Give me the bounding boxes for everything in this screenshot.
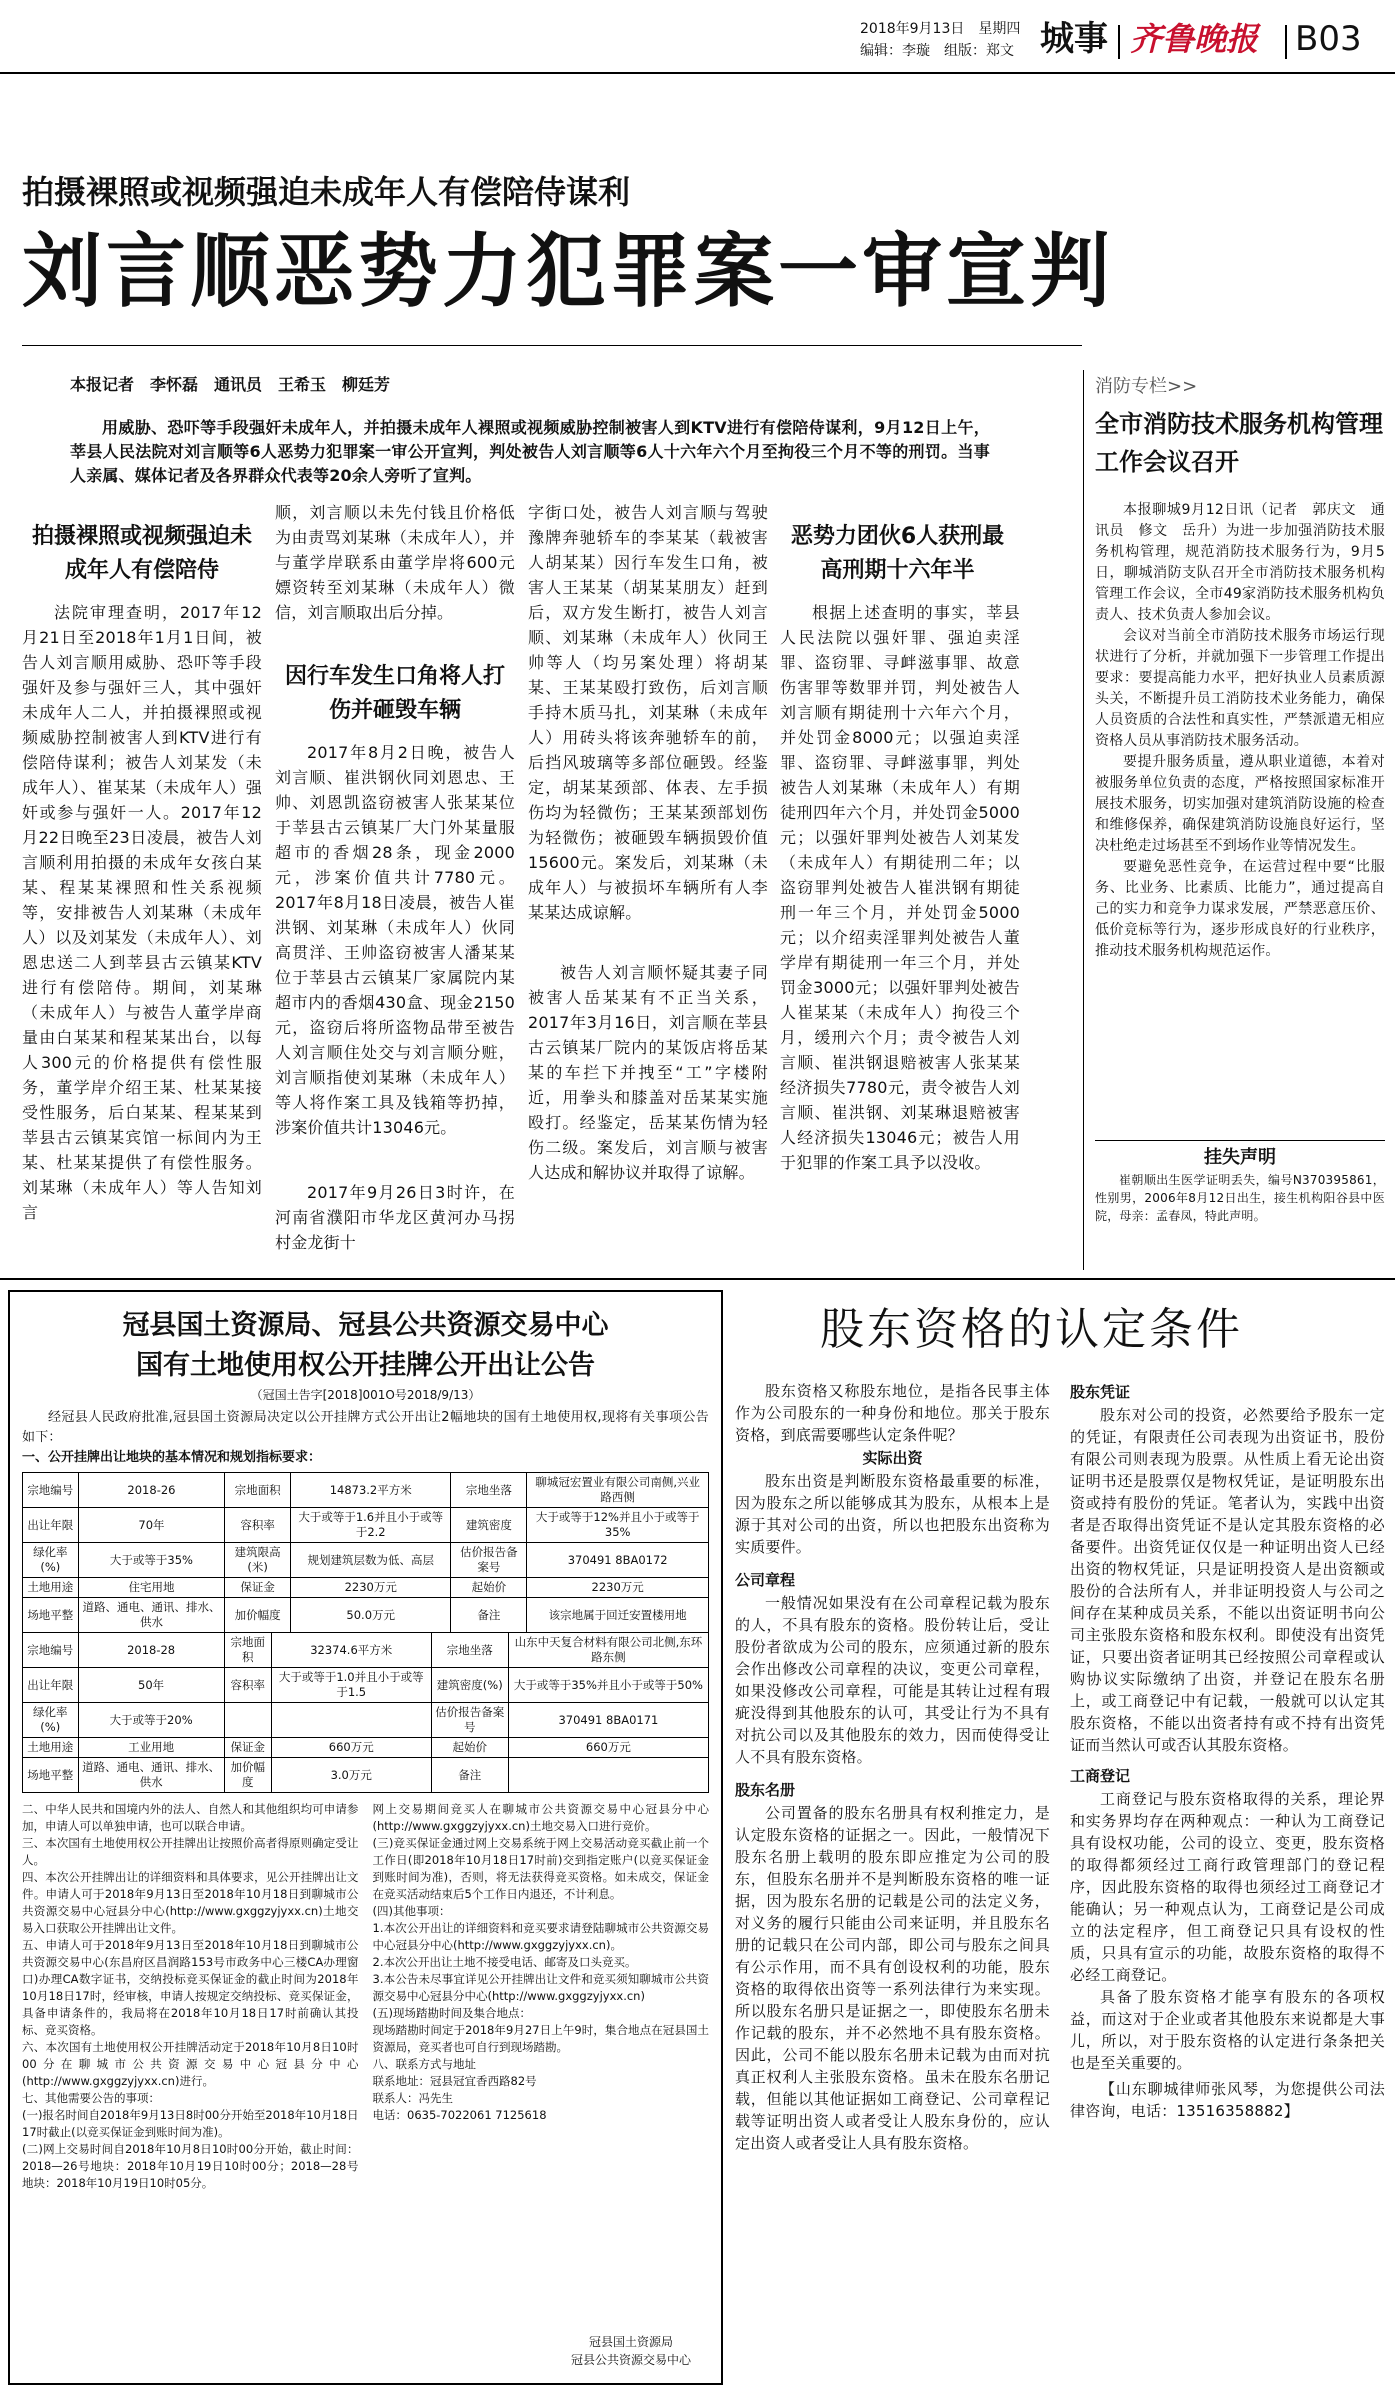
- table-cell: 宗地坐落: [431, 1633, 508, 1668]
- byline: 本报记者 李怀磊 通讯员 王希玉 柳廷芳: [70, 375, 391, 394]
- land-signature: [571, 2333, 691, 2369]
- fire-p3: 要提升服务质量，遵从职业道德，本着对被服务单位负责的态度，严格按照国家标准开展技术服务，切实加强对建筑消防设施的检查和维修保养，确保建筑消防设施良好运行，坚决杜绝走过场甚至不到场作业等情况发生。: [1095, 754, 1385, 854]
- law-p5: 工商登记与股东资格取得的关系，理论界和实务界均存在两种观点：一种认为工商登记具有设权功能，公司的设立、变更，股东资格的取得都须经过工商行政管理部门的登记程序，因此股东资格的取得也须经过工商登记才能确认；另一种观点认为，工商登记是公司成立的法定程序，但工商登记只具有设权的性质，只具有宣示的功能，故股东资格的取得不必经工商登记。: [1070, 1790, 1385, 1984]
- col2-text-a: 顺，刘言顺以未先付钱且价格低为由责骂刘某琳（未成年人），并与董学岸联系由董学岸将600元嫖资转至刘某琳（未成年人）微信，刘言顺取出后分掉。: [275, 503, 515, 622]
- table-cell: 宗地编号: [23, 1473, 79, 1508]
- table-cell: 大于或等于20%: [78, 1703, 224, 1738]
- table-row: [23, 1633, 709, 1668]
- table-cell: [271, 1703, 431, 1738]
- table-cell: 保证金: [224, 1738, 271, 1758]
- table-row: [23, 1543, 709, 1578]
- land-body-columns: [22, 1801, 709, 2192]
- law-p6: 具备了股东资格才能享有股东的各项权益，而这对于企业或者其他股东来说都是大事儿，所以，对于股东资格的认定进行条条把关也是至关重要的。: [1070, 1988, 1385, 2072]
- table-cell: 土地用途: [23, 1738, 79, 1758]
- table-cell: 70年: [78, 1508, 225, 1543]
- table-cell: 起始价: [451, 1578, 527, 1598]
- table-cell: 2230万元: [291, 1578, 451, 1598]
- table-cell: 宗地坐落: [451, 1473, 527, 1508]
- table-cell: 山东中天复合材料有限公司北侧,东环路东侧: [508, 1633, 708, 1668]
- table-cell: 50.0万元: [291, 1598, 451, 1633]
- masthead: [0, 0, 1395, 70]
- table-cell: 3.0万元: [271, 1758, 431, 1793]
- table-cell: 容积率: [224, 1668, 271, 1703]
- law-h3: 股东名册: [735, 1781, 796, 1799]
- table-cell: 大于或等于35%: [78, 1543, 225, 1578]
- table-cell: 宗地面积: [224, 1633, 271, 1668]
- table-cell: 聊城冠宏置业有限公司南侧,兴业路西侧: [527, 1473, 709, 1508]
- table-cell: 保证金: [225, 1578, 291, 1598]
- table-cell: 大于或等于12%并且小于或等于35%: [527, 1508, 709, 1543]
- table-cell: 14873.2平方米: [291, 1473, 451, 1508]
- fire-p1: 本报聊城9月12日讯（记者 郭庆文 通讯员 修文 岳升）为进一步加强消防技术服务机构管理，规范消防技术服务行为，9月5日，聊城消防支队召开全市消防技术服务机构管理工作会议，全市49家消防技术服务机构负责人、技术负责人参加会议。: [1095, 502, 1385, 623]
- table-cell: 加价幅度: [224, 1758, 271, 1793]
- table-cell: 建筑密度: [451, 1508, 527, 1543]
- land-left-col: 二、中华人民共和国境内外的法人、自然人和其他组织均可申请参加，申请人可以单独申请，也可以联合申请。 三、本次国有土地使用权公开挂牌出让按照价高者得原则确定受让人。 四、本次公开挂牌出让的详细资料和具体要求，见公开挂牌出让文件。申请人可于2018年9月13日至2018年10月18日到聊城市公共资源交易中心冠县分中心(http://www.gxggzyjyxx.cn)土地交易入口获取公开挂牌出让文件。 五、申请人可于2018年9月13日至2018年10月18日到聊城市公共资源交易中心(东昌府区昌润路153号市政务中心三楼CA办理窗口)办理CA数字证书，交纳投标竞买保证金的截止时间为2018年10月18日17时，经审核，申请人按规定交纳投标、竞买保证金，具备申请条件的，我局将在2018年10月18日17时前确认其投标、竞买资格。 六、本次国有土地使用权公开挂牌活动定于2018年10月8日10时00分在聊城市公共资源交易中心冠县分中心(http://www.gxggzyjyxx.cn)进行。 七、其他需要公告的事项： (一)报名时间自2018年9月13日8时00分开始至2018年10月18日17时截止(以竞买保证金到账时间为准)。 (二)网上交易时间自2018年10月8日10时00分开始，截止时间：2018—26号地块：2018年10月19日10时00分；2018—28号地块：2018年10月19日10时05分。: [22, 1802, 359, 2190]
- land-intro: 经冠县人民政府批准,冠县国土资源局决定以公开挂牌方式公开出让2幅地块的国有土地使用权,现将有关事项公告如下：: [22, 1410, 709, 1445]
- subhead-2: 因行车发生口角将人打伤并砸毁车辆: [284, 664, 505, 723]
- table-cell: 2018-28: [78, 1633, 224, 1668]
- table-cell: 工业用地: [78, 1738, 224, 1758]
- masthead-rule: [0, 72, 1395, 74]
- table-cell: 出让年限: [23, 1508, 79, 1543]
- table-cell: 宗地面积: [225, 1473, 291, 1508]
- law-h5: 工商登记: [1070, 1767, 1131, 1785]
- land-table-1: [22, 1472, 709, 1793]
- law-col-left: [735, 1380, 1050, 2154]
- table-cell: 建筑限高(米): [225, 1543, 291, 1578]
- section-rule: [0, 1278, 1395, 1280]
- fire-title: 全市消防技术服务机构管理工作会议召开: [1095, 410, 1383, 476]
- headline-rule: [22, 345, 1082, 346]
- table-row: [23, 1703, 709, 1738]
- table-row: [23, 1738, 709, 1758]
- lost-notice: [1095, 1140, 1385, 1225]
- land-title-1: 冠县国土资源局、冠县公共资源交易中心: [122, 1310, 609, 1341]
- law-p3: 公司置备的股东名册具有权利推定力，是认定股东资格的证据之一。因此，一般情况下股东名册上载明的股东即应推定为公司的股东，但股东名册并不是判断股东资格的唯一证据，因为股东名册的记载是公司的法定义务，对义务的履行只能由公司来证明，并且股东名册的记载只在公司内部，即公司与股东之间具有公示作用，而不具有创设权利的功能，股东资格的取得依出资等一系列法律行为来实现。所以股东名册只是证据之一，即使股东名册未作记载的股东，并不必然地不具有股东资格。因此，公司不能以股东名册未记载为由而对抗真正权利人主张股东资格。虽未在股东名册记载，但能以其他证据如工商登记、公司章程记载等证明出资人或者受让人股东身份的，应认定出资人或者受让人具有股东资格。: [735, 1804, 1050, 2152]
- table-cell: 加价幅度: [225, 1598, 291, 1633]
- table-cell: 大于或等于1.6并且小于或等于2.2: [291, 1508, 451, 1543]
- table-cell: 备注: [431, 1758, 508, 1793]
- law-intro: 股东资格又称股东地位，是指各民事主体作为公司股东的一种身份和地位。那关于股东资格，到底需要哪些认定条件呢？: [735, 1382, 1050, 1444]
- table-row: [23, 1668, 709, 1703]
- law-title: 股东资格的认定条件: [820, 1304, 1243, 1355]
- table-cell: 出让年限: [23, 1668, 79, 1703]
- table-cell: 绿化率(%): [23, 1703, 79, 1738]
- issue-editors: 编辑：李璇 组版：郑文: [860, 43, 1014, 59]
- land-sec1: 一、公开挂牌出让地块的基本情况和规划指标要求：: [22, 1450, 322, 1465]
- table-cell: 建筑密度(%): [431, 1668, 508, 1703]
- table-row: [23, 1598, 709, 1633]
- table-row: [23, 1473, 709, 1508]
- table-cell: 道路、通电、通讯、排水、供水: [78, 1758, 224, 1793]
- fire-p4: 要避免恶性竞争，在运营过程中要“比服务、比业务、比素质、比能力”，通过提高自己的实力和竞争力谋求发展，严禁恶意压价、低价竞标等行为，逐步形成良好的行业秩序，推动技术服务机构规范运作。: [1095, 859, 1385, 959]
- subhead-1: 拍摄裸照或视频强迫未成年人有偿陪侍: [31, 524, 252, 583]
- law-p1: 股东出资是判断股东资格最重要的标准，因为股东之所以能够成其为股东，从根本上是源于其对公司的出资，所以也把股东出资称为实质要件。: [735, 1472, 1050, 1556]
- table-cell: 场地平整: [23, 1758, 79, 1793]
- table-row: [23, 1758, 709, 1793]
- lost-notice-title: 挂失声明: [1204, 1147, 1276, 1168]
- table-cell: 50年: [78, 1668, 224, 1703]
- issue-date: 2018年9月13日 星期四: [860, 21, 1021, 37]
- land-title-2: 国有土地使用权公开挂牌公开出让公告: [136, 1350, 595, 1381]
- fire-tag: 消防专栏>>: [1095, 376, 1198, 397]
- table-cell: 660万元: [271, 1738, 431, 1758]
- table-cell: 容积率: [225, 1508, 291, 1543]
- lost-notice-body: 崔朝顺出生医学证明丢失，编号N370395861，性别男，2006年8月12日出生，接生机构阳谷县中医院，母亲：孟春凤，特此声明。: [1095, 1173, 1385, 1223]
- law-p4: 股东对公司的投资，必然要给予股东一定的凭证，有限责任公司表现为出资证书，股份有限公司则表现为股票。从性质上看无论出资证明书还是股票仅是物权凭证，是证明股东出资或持有股份的凭证。笔者认为，实践中出资者是否取得出资凭证不是认定其股东资格的必备要件。出资凭证仅仅是一种证明出资人已经出资的物权凭证，只是证明投资人是出资额或股份的合法所有人，并非证明投资人与公司之间存在某种成员关系，不能以出资证明书向公司主张股东资格和股东权利。即使没有出资凭证，只要出资者证明其已经按照公司章程或认购协议实际缴纳了出资，并登记在股东名册上，或工商登记中有记载，一般就可以认定其股东资格，不能以出资者持有或不持有出资凭证而当然认可或否认其股东资格。: [1070, 1406, 1385, 1754]
- law-footer: 【山东聊城律师张风琴，为您提供公司法律咨询，电话：13516358882】: [1070, 2080, 1385, 2120]
- col3-text-b: 被告人刘言顺怀疑其妻子同被害人岳某某有不正当关系，2017年3月16日，刘言顺在莘县古云镇某厂院内的某饭店将岳某某的车拦下并拽至“工”字楼附近，用拳头和膝盖对岳某某实施殴打。经鉴定，岳某某伤情为轻伤二级。案发后，刘言顺与被害人达成和解协议并取得了谅解。: [528, 963, 768, 1182]
- table-cell: 道路、通电、通讯、排水、供水: [78, 1598, 225, 1633]
- table-cell: 住宅用地: [78, 1578, 225, 1598]
- column-divider: [1083, 370, 1084, 1270]
- main-kicker: 拍摄裸照或视频强迫未成年人有偿陪侍谋利: [22, 173, 631, 211]
- table-cell: 2230万元: [527, 1578, 709, 1598]
- section-name: 城事: [1040, 19, 1108, 59]
- lead-paragraph: 用威胁、恐吓等手段强奸未成年人，并拍摄未成年人裸照或视频威胁控制被害人到KTV进行有偿陪侍谋利，9月12日上午，莘县人民法院对刘言顺等6人恶势力犯罪案一审公开宣判，判处被告人刘言顺等6人十六年六个月至拘役三个月不等的刑罚。当事人亲属、媒体记者及各界群众代表等20余人旁听了宣判。: [70, 418, 990, 485]
- table-cell: 规划建筑层数为低、高层: [291, 1543, 451, 1578]
- divider-bar: [1118, 25, 1120, 59]
- subhead-3: 恶势力团伙6人获刑最高刑期十六年半: [790, 524, 1005, 583]
- table-cell: 大于或等于35%并且小于或等于50%: [508, 1668, 708, 1703]
- fire-p2: 会议对当前全市消防技术服务市场运行现状进行了分析，并就加强下一步管理工作提出要求：要提高能力水平，把好执业人员素质源头关，不断提升员工消防技术业务能力，确保人员资质的合法性和真实性，严禁派遣无相应资格人员从事消防技术服务活动。: [1095, 628, 1385, 749]
- table-cell: [508, 1758, 708, 1793]
- table-cell: 大于或等于1.0并且小于或等于1.5: [271, 1668, 431, 1703]
- table-cell: 估价报告备案号: [431, 1703, 508, 1738]
- table-cell: 宗地编号: [23, 1633, 79, 1668]
- table-cell: 32374.6平方米: [271, 1633, 431, 1668]
- law-col-right: [1070, 1380, 1385, 2122]
- page-number: B03: [1295, 19, 1362, 59]
- col4-text: 根据上述查明的事实，莘县人民法院以强奸罪、强迫卖淫罪、盗窃罪、寻衅滋事罪、故意伤害罪等数罪并罚，判处被告人刘言顺有期徒刑十六年六个月，并处罚金8000元；以强迫卖淫罪、盗窃罪、寻衅滋事罪，判处被告人刘某琳（未成年人）有期徒刑四年六个月，并处罚金5000元；以强奸罪判处被告人刘某发（未成年人）有期徒刑二年；以盗窃罪判处被告人崔洪钢有期徒刑一年三个月，并处罚金5000元；以介绍卖淫罪判处被告人董学岸有期徒刑一年三个月，并处罚金3000元；以强奸罪判处被告人崔某某（未成年人）拘役三个月，缓刑六个月；责令被告人刘言顺、崔洪钢退赔被害人张某某经济损失7780元，责令被告人刘言顺、崔洪钢、刘某琳退赔被害人经济损失13046元；被告人用于犯罪的作案工具予以没收。: [780, 603, 1020, 1172]
- table-cell: [224, 1703, 271, 1738]
- land-right-col: 网上交易期间竞买人在聊城市公共资源交易中心冠县分中心(http://www.gxggzyjyxx.cn)土地交易入口进行竞价。 (三)竞买保证金通过网上交易系统于网上交易活动竞买截止前一个工作日(即2018年10月18日17时前)交到指定账户(以竞买保证金到账时间为准)，否则，将无法获得竞买资格。如未成交，保证金在竞买活动结束后5个工作日内退还，不计利息。 (四)其他事项： 1.本次公开出让的详细资料和竞买要求请登陆聊城市公共资源交易中心冠县分中心(http://www.gxggzyjyxx.cn)。 2.本次公开出让土地不接受电话、邮寄及口头竞买。 3.本公告未尽事宜详见公开挂牌出让文件和竞买须知聊城市公共资源交易中心冠县分中心(http://www.gxggzyjyxx.cn) (五)现场踏勘时间及集合地点： 现场踏勘时间定于2018年9月27日上午9时，集合地点在冠县国土资源局，竞买者也可自行到现场踏勘。 八、联系方式与地址 联系地址：冠县冠宜香西路82号 联系人：冯先生 电话：0635-7022061 7125618: [372, 1802, 709, 2122]
- table-cell: 估价报告备案号: [451, 1543, 527, 1578]
- col2-text-c: 2017年9月26日3时许，在河南省濮阳市华龙区黄河办马拐村金龙街十: [275, 1183, 515, 1252]
- sign-center: 冠县公共资源交易中心: [570, 2353, 691, 2367]
- table-cell: 660万元: [508, 1738, 708, 1758]
- main-title: 刘言顺恶势力犯罪案一审宣判: [22, 225, 1114, 318]
- table-row: [23, 1508, 709, 1543]
- col2-text-b: 2017年8月2日晚，被告人刘言顺、崔洪钢伙同刘恩忠、王帅、刘恩凯盗窃被害人张某某位于莘县古云镇某厂大门外某量服超市的香烟28条，现金2000元，涉案价值共计7780元。2017年8月18日凌晨，被告人崔洪钢、刘某琳（未成年人）伙同高贯洋、王帅盗窃被害人潘某某位于莘县古云镇某厂家属院内某超市内的香烟430盒、现金2150元，盗窃后将所盗物品带至被告人刘言顺住处交与刘言顺分赃，刘言顺指使刘某琳（未成年人）等人将作案工具及钱箱等扔掉，涉案价值共计13046元。: [275, 743, 515, 1137]
- divider-bar: [1285, 25, 1287, 59]
- sign-bureau: 冠县国土资源局: [588, 2335, 673, 2349]
- col1-text: 法院审理查明，2017年12月21日至2018年1月1日间，被告人刘言顺用威胁、恐吓等手段强奸及参与强奸三人，其中强奸未成年人二人，并拍摄裸照或视频威胁控制被害人到KTV进行有偿陪侍谋利；被告人刘某发（未成年人）、崔某某（未成年人）强奸或参与强奸一人。2017年12月22日晚至23日凌晨，被告人刘言顺利用拍摄的未成年女孩白某某、程某某裸照和性关系视频等，安排被告人刘某琳（未成年人）以及刘某发（未成年人）、刘恩忠送二人到莘县古云镇某KTV进行有偿陪侍。期间，刘某琳（未成年人）与被告人董学岸商量由白某某和程某某出台，以每人300元的价格提供有偿性服务，董学岸介绍王某、杜某某接受性服务，后白某某、程某某到莘县古云镇某宾馆一标间内为王某、杜某某提供了有偿性服务。刘某琳（未成年人）等人告知刘言: [22, 603, 262, 1222]
- table-cell: 土地用途: [23, 1578, 79, 1598]
- newspaper-logo: 齐鲁晚报: [1130, 20, 1259, 58]
- table-cell: 该宗地属于回迁安置楼用地: [527, 1598, 709, 1633]
- table-cell: 370491 8BA0171: [508, 1703, 708, 1738]
- table-cell: 绿化率(%): [23, 1543, 79, 1578]
- law-h2: 公司章程: [735, 1571, 796, 1589]
- law-p2: 一般情况如果没有在公司章程记载为股东的人，不具有股东的资格。股份转让后，受让股份者欲成为公司的股东，应须通过新的股东会作出修改公司章程的决议，变更公司章程，如果没修改公司章程，可能是其转让过程有瑕疵没得到其他股东的认可，其受让行为不具有对抗公司以及其他股东的效力，因而使得受让人不具有股东资格。: [735, 1594, 1050, 1766]
- col3-text-a: 字街口处，被告人刘言顺与驾驶豫牌奔驰轿车的李某某（载被害人胡某某）因行车发生口角，被害人王某某（胡某某朋友）赶到后，双方发生断打，被告人刘言顺、刘某琳（未成年人）伙同王帅等人（均另案处理）将胡某某、王某某殴打致伤，后刘言顺手持木质马扎，刘某琳（未成年人）用砖头将该奔驰轿车的前，后挡风玻璃等多部位砸毁。经鉴定，胡某某颈部、体表、左手损伤均为轻微伤；王某某颈部划伤为轻微伤；被砸毁车辆损毁价值15600元。案发后，刘某琳（未成年人）与被损坏车辆所有人李某某达成谅解。: [528, 503, 768, 922]
- table-cell: 起始价: [431, 1738, 508, 1758]
- law-h1: 实际出资: [862, 1449, 923, 1467]
- table-cell: 370491 8BA0172: [527, 1543, 709, 1578]
- table-cell: 场地平整: [23, 1598, 79, 1633]
- law-h4: 股东凭证: [1070, 1383, 1131, 1401]
- fire-body: [1095, 500, 1385, 962]
- table-cell: 备注: [451, 1598, 527, 1633]
- land-notice: [8, 1290, 723, 2385]
- land-ref: （冠国土告字[2018]001O号2018/9/13）: [250, 1388, 481, 1402]
- table-row: [23, 1578, 709, 1598]
- table-cell: 2018-26: [78, 1473, 225, 1508]
